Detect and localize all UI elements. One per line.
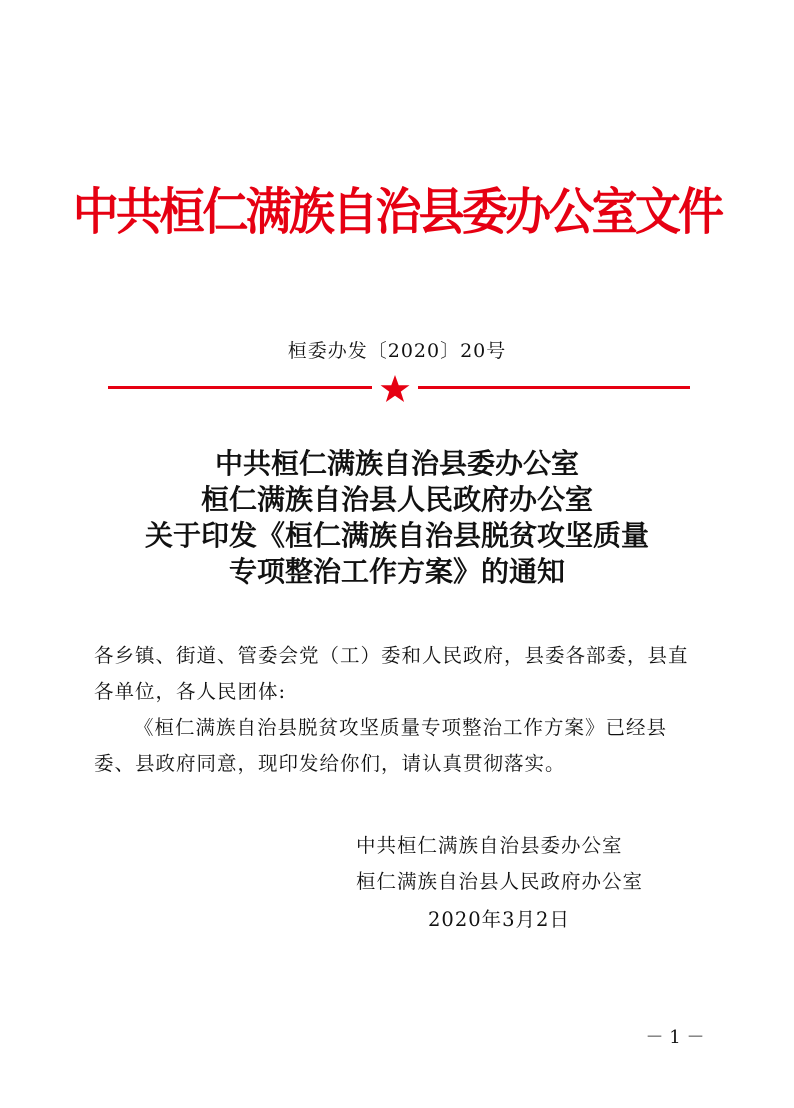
document-header-title: 中共桓仁满族自治县委办公室文件 bbox=[72, 183, 722, 241]
notice-title-line: 专项整治工作方案》的通知 bbox=[228, 555, 565, 588]
issuer-name: 中共桓仁满族自治县委办公室 bbox=[356, 834, 623, 857]
notice-title-line: 中共桓仁满族自治县委办公室 bbox=[214, 447, 579, 480]
red-rule-right bbox=[418, 386, 690, 389]
recipients-paragraph: 各乡镇、街道、管委会党（工）委和人民政府，县委各部委，县直各单位，各人民团体: bbox=[94, 644, 689, 703]
issuer-name: 桓仁满族自治县人民政府办公室 bbox=[356, 870, 644, 893]
issue-date: 2020年3月2日 bbox=[428, 908, 570, 931]
document-number: 桓委办发〔2020〕20号 bbox=[287, 340, 507, 362]
content-paragraph: 《桓仁满族自治县脱贫攻坚质量专项整治工作方案》已经县委、县政府同意，现印发给你们，请认真贯彻落实。 bbox=[94, 716, 668, 775]
page-number: － 1 － bbox=[645, 1027, 705, 1048]
red-rule-left bbox=[108, 386, 372, 389]
notice-title-line: 桓仁满族自治县人民政府办公室 bbox=[200, 483, 593, 516]
star-icon bbox=[379, 374, 411, 404]
body-text bbox=[94, 638, 704, 782]
notice-title-line: 关于印发《桓仁满族自治县脱贫攻坚质量 bbox=[144, 519, 649, 552]
notice-title bbox=[0, 446, 794, 590]
